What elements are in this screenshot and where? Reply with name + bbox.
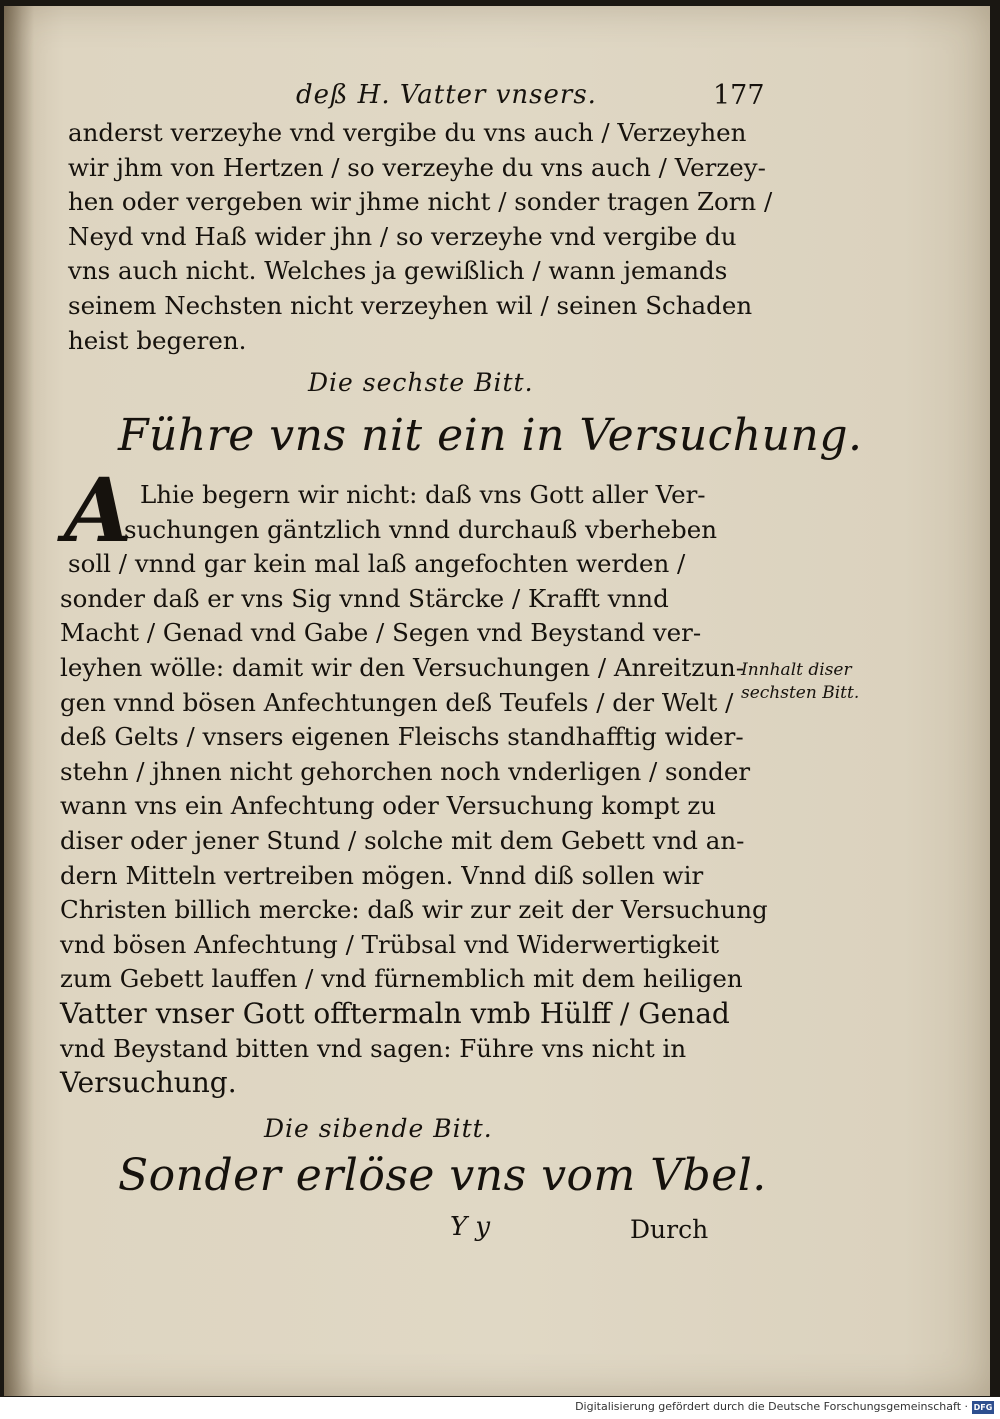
footer-credit: Digitalisierung gefördert durch die Deutsche Forschungsgemeinschaft · (575, 1400, 968, 1413)
text-line: Lhie begern wir nicht: daß vns Gott aller Ver- (140, 480, 706, 509)
text-line: stehn / jhnen nicht gehorchen noch vnderligen / sonder (60, 756, 751, 786)
text-line: gen vnnd bösen Anfechtungen deß Teufels / der Welt / (60, 687, 734, 717)
seventh-petition-title: Sonder erlöse vns vom Vbel. (118, 1150, 767, 1201)
text-line: deß Gelts / vnsers eigenen Fleischs standhafftig wider- (60, 722, 744, 752)
text-line: diser oder jener Stund / solche mit dem Gebett vnd an- (60, 825, 745, 855)
text-line: vnd Beystand bitten vnd sagen: Führe vns nicht in (60, 1033, 687, 1063)
seventh-petition-label: Die sibende Bitt. (264, 1114, 493, 1143)
text-line: hen oder vergeben wir jhme nicht / sonder tragen Zorn / (68, 187, 773, 217)
page-gutter-shadow (4, 6, 34, 1396)
text-line: anderst verzeyhe vnd vergibe du vns auch / Verzeyhen (68, 118, 747, 147)
text-line: sonder daß er vns Sig vnnd Stärcke / Krafft vnnd (60, 583, 669, 613)
text-line: leyhen wölle: damit wir den Versuchungen / Anreitzun- (60, 652, 744, 682)
text-line: Neyd vnd Haß wider jhn / so verzeyhe vnd vergibe du (68, 221, 737, 251)
dfg-logo-icon: DFG (973, 1403, 993, 1412)
sixth-petition-body (60, 478, 768, 1101)
signature-mark: Y y (450, 1212, 491, 1242)
text-line: soll / vnnd gar kein mal laß angefochten werden / (68, 549, 686, 579)
text-line: Versuchung. (60, 1066, 237, 1100)
text-line: vns auch nicht. Welches ja gewißlich / wann jemands (68, 256, 728, 286)
text-line: suchungen gäntzlich vnnd durchauß vberheben (124, 514, 718, 544)
dropcap-initial: A (64, 458, 133, 562)
text-line: wann vns ein Anfechtung oder Versuchung kompt zu (60, 791, 717, 821)
footer-bar (0, 1397, 1000, 1419)
margin-note-line: sechsten Bitt. (741, 683, 860, 703)
text-line: Vatter vnser Gott offtermaln vmb Hülff / Genad (60, 996, 730, 1030)
text-line: dern Mitteln vertreiben mögen. Vnnd diß sollen wir (60, 860, 704, 890)
text-line: Christen billich mercke: daß wir zur zeit der Versuchung (60, 895, 768, 925)
running-title: deß H. Vatter vnsers. (296, 80, 597, 110)
text-line: heist begeren. (68, 325, 247, 355)
text-line: vnd bösen Anfechtung / Trübsal vnd Widerwertigkeit (60, 929, 720, 959)
text-line: Macht / Genad vnd Gabe / Segen vnd Beystand ver- (60, 618, 702, 648)
top-paragraph (68, 116, 773, 358)
text-line: seinem Nechsten nicht verzeyhen wil / seinen Schaden (68, 290, 753, 320)
text-line: zum Gebett lauffen / vnd fürnemblich mit dem heiligen (60, 964, 743, 994)
text-line: wir jhm von Hertzen / so verzeyhe du vns auch / Verzey- (68, 152, 766, 182)
catchword: Durch (630, 1215, 709, 1244)
margin-note-line: Innhalt diser (741, 660, 852, 680)
margin-note (741, 659, 859, 705)
sixth-petition-title: Führe vns nit ein in Versuchung. (118, 410, 863, 461)
page-number: 177 (713, 80, 765, 111)
sixth-petition-label: Die sechste Bitt. (308, 368, 534, 397)
